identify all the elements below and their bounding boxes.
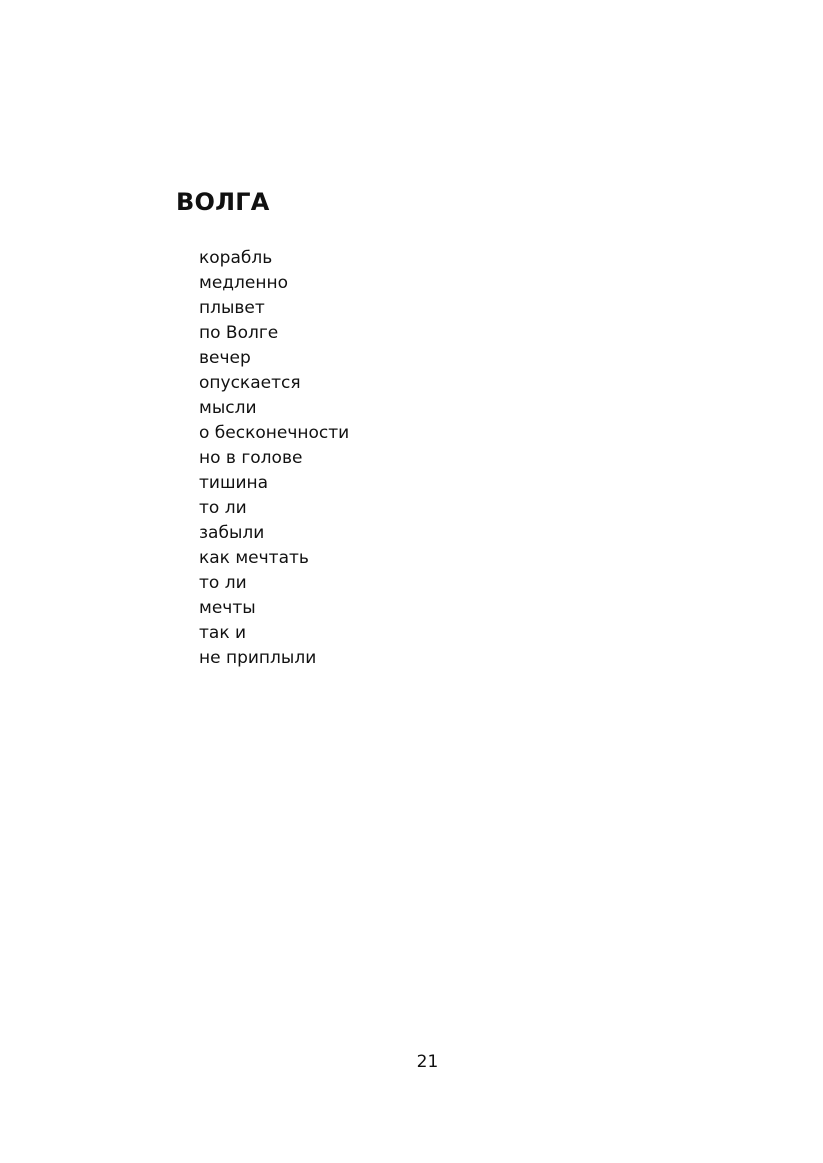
poem-line: о бесконечности [199, 423, 350, 443]
page-number: 21 [416, 1052, 439, 1072]
poem-line: корабль [199, 248, 273, 268]
poem-line: опускается [199, 373, 301, 393]
poem-line: так и [199, 623, 247, 643]
poem-line: как мечтать [199, 548, 309, 568]
poem-line: по Волге [199, 323, 279, 343]
poem-line: медленно [199, 273, 288, 293]
poem-line: то ли [199, 573, 247, 593]
poem-line: тишина [199, 473, 269, 493]
poem-line: не приплыли [199, 648, 317, 668]
poem-line: забыли [199, 523, 265, 543]
poem-title: ВОЛГА [176, 188, 270, 216]
poem-line: вечер [199, 348, 251, 368]
poem-line: мысли [199, 398, 257, 418]
poem-line: плывет [199, 298, 265, 318]
poem-line: но в голове [199, 448, 303, 468]
poem-line: то ли [199, 498, 247, 518]
poem-line: мечты [199, 598, 256, 618]
poem-body [199, 246, 349, 671]
